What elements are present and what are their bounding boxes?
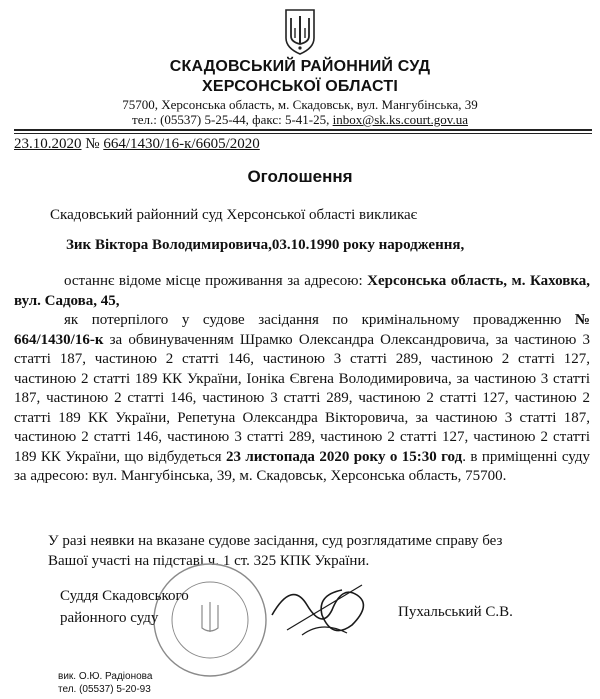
executor-name: вик. О.Ю. Радіонова — [58, 671, 153, 682]
residence-address: Херсонська область, м. Каховка, вул. Садова, 45, — [14, 273, 590, 309]
trident-emblem-icon — [283, 8, 317, 56]
case-number: № 664/1430/16-к — [14, 312, 590, 348]
person-name: Зик Віктора Володимировича,03.10.1990 року народження, — [66, 237, 465, 253]
registration-number: 664/1430/16-к/6605/2020 — [103, 136, 260, 152]
executor-phone: тел. (05537) 5-20-93 — [58, 684, 151, 695]
body-text-3: за обвинуваченням Шрамко Олександра Олександровича, за частиною 3 статті 187, частиною 2 статті 146, частиною 3 статті 289, частиною 2 статті 127, частиною 2 статті 189 КК України, Іоніка Євгена Володимировича, за частиною 3 статті 187, частиною 2 статті 146, частиною 3 статті 289, частиною 2 статті 127, частиною 2 статті 189 КК України, Репетуна Олександра Вікторовича, за частиною 3 статті 187, частиною 2 статті 146, частиною 3 статті 289, частиною 2 статті 127, частиною 2 статті 189 КК України, що відбудеться — [14, 331, 590, 465]
judge-name: Пухальський С.В. — [398, 604, 513, 620]
warning-line1: У разі неявки на вказане судове засідання, суд розглядатиме справу без — [48, 533, 503, 549]
body-text-1: останнє відоме місце проживання за адресою: — [64, 273, 368, 289]
notice-body — [14, 272, 590, 487]
registration-date: 23.10.2020 — [14, 136, 82, 152]
judge-title-line2: районного суду — [60, 610, 159, 626]
judge-title-line1: Суддя Скадовського — [60, 588, 189, 604]
number-sign: № — [85, 136, 100, 152]
notice-title: Оголошення — [247, 167, 353, 186]
warning-line2: Вашої участі на підставі ч. 1 ст. 325 КПК України. — [48, 553, 370, 569]
invite-line: Скадовський районний суд Херсонської області викликає — [50, 207, 418, 223]
hearing-datetime: 23 листопада 2020 року о 15:30 год — [225, 448, 463, 465]
registration-line — [14, 136, 260, 153]
email-link[interactable]: inbox@sk.ks.court.gov.ua — [332, 112, 468, 127]
court-name-line2: ХЕРСОНСЬКОЇ ОБЛАСТІ — [201, 78, 398, 95]
judge-title — [60, 585, 189, 629]
header-divider-thick — [14, 129, 592, 131]
body-text-2: як потерпілого у судове засідання по кримінальному провадженню — [64, 312, 575, 328]
phone-fax: тел.: (05537) 5-25-44, факс: 5-41-25, — [132, 112, 330, 127]
court-address: 75700, Херсонська область, м. Скадовськ, вул. Мангубінська, 39 — [122, 97, 478, 112]
court-name-line1: СКАДОВСЬКИЙ РАЙОННИЙ СУД — [169, 58, 431, 75]
body-text-4: . в приміщенні суду за адресою: вул. Мангубінська, 39, м. Скадовськ, Херсонська область, 75700. — [14, 448, 590, 484]
header-divider-thin — [14, 133, 592, 134]
judge-signature — [262, 575, 382, 645]
court-contacts — [0, 112, 600, 128]
